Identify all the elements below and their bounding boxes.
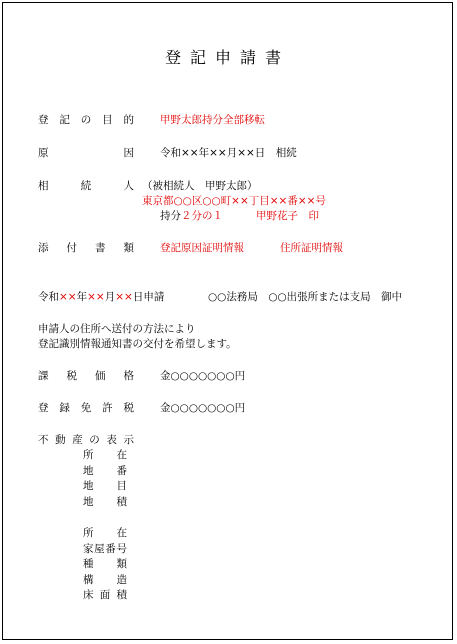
label-char: 課 (38, 370, 49, 382)
label-char: 屋 (94, 542, 105, 555)
label-char: 動 (55, 434, 66, 446)
attachment-item-2: 住所証明情報 (280, 242, 343, 254)
date-day-unit: 日申請 (132, 291, 165, 303)
land-item-2 (83, 479, 127, 495)
label-char: 税 (123, 402, 134, 414)
heir-label (38, 179, 134, 193)
label-char: 人 (123, 180, 134, 192)
label-char: 積 (116, 495, 127, 508)
building-list (83, 526, 127, 604)
label-char: の (89, 434, 100, 446)
application-date (38, 290, 164, 304)
tax-value-label (38, 369, 134, 383)
land-item-0 (83, 448, 127, 464)
land-row (83, 448, 127, 464)
label-char: 造 (116, 573, 127, 586)
label-char: 的 (123, 114, 134, 126)
building-item-4 (83, 588, 127, 604)
label-char: 付 (66, 242, 77, 254)
heir-share-value: ２分の１ (181, 210, 223, 222)
heir-share (160, 209, 223, 223)
label-char: 価 (95, 370, 106, 382)
label-char: 在 (116, 527, 127, 539)
date-day-placeholder: ×× (115, 291, 133, 303)
building-item-2 (83, 557, 127, 573)
label-char: 種 (83, 558, 94, 570)
land-row (83, 495, 127, 511)
property-label-text (38, 433, 134, 447)
heir-name: 甲野花子 印 (256, 210, 319, 222)
label-char: 産 (72, 434, 83, 446)
label-char: 構 (83, 573, 94, 586)
label-char: 相 (38, 180, 49, 192)
label-char: 添 (38, 242, 49, 254)
building-row (83, 573, 127, 589)
tax-value: 金○○○○○○○円 (160, 370, 246, 382)
cause-label-a: 原 (38, 147, 49, 159)
cause-label-b: 因 (123, 147, 134, 159)
label-char: 書 (95, 242, 106, 254)
building-item-3 (83, 573, 127, 589)
label-char: 不 (38, 434, 49, 446)
date-month-placeholder: ×× (87, 291, 105, 303)
label-char: 録 (59, 402, 70, 414)
label-char: 目 (102, 114, 113, 126)
label-char: 類 (123, 242, 134, 254)
label-char: の (80, 114, 92, 126)
license-tax-label (38, 401, 134, 415)
label-char: 登 (38, 114, 49, 126)
label-char: 免 (80, 402, 92, 414)
heir-row (38, 179, 134, 193)
building-row (83, 588, 127, 604)
document-title: 登記申請書 (164, 48, 290, 67)
cause-label (38, 146, 134, 160)
notice-line-2: 登記識別情報通知書の交付を希望します。 (38, 338, 237, 350)
label-char: 地 (83, 495, 94, 508)
label-char: 表 (106, 434, 117, 446)
label-char: 面 (99, 589, 111, 601)
building-row (83, 557, 127, 573)
label-char: 家 (83, 542, 94, 555)
label-char: 番 (105, 542, 116, 555)
label-char: 記 (59, 114, 70, 126)
heir-share-prefix: 持分 (160, 210, 181, 222)
attachments-row (38, 241, 134, 255)
label-char: 税 (66, 370, 77, 382)
heir-address: 東京都○○区○○町××丁目××番××号 (142, 195, 326, 207)
label-char: 床 (83, 589, 94, 601)
heir-deceased: （被相続人 甲野太郎） (142, 180, 258, 192)
label-char: 積 (116, 589, 127, 601)
label-char: 続 (80, 180, 92, 192)
label-char: 類 (116, 558, 127, 570)
license-tax-row (38, 401, 134, 415)
label-char: 登 (38, 402, 49, 414)
label-char: 地 (83, 464, 94, 477)
tax-value-row (38, 369, 134, 383)
attachments-label (38, 241, 134, 255)
label-char: 在 (116, 449, 127, 461)
label-char: 目 (116, 480, 127, 492)
date-era: 令和 (38, 291, 59, 303)
label-char: 所 (83, 527, 94, 539)
application-office: ○○法務局 ○○出張所または支局 御中 (208, 291, 403, 303)
building-row (83, 526, 127, 542)
land-item-1 (83, 464, 127, 480)
date-year-placeholder: ×× (59, 291, 77, 303)
label-char: 格 (123, 370, 134, 382)
purpose-row (38, 113, 134, 127)
notice-line-1: 申請人の住所へ送付の方法により (38, 323, 196, 335)
building-item-1 (83, 542, 127, 558)
land-list (83, 448, 127, 510)
property-label (38, 433, 134, 447)
document-page (2, 2, 453, 640)
purpose-label (38, 113, 134, 127)
date-year-unit: 年 (76, 291, 88, 303)
date-month-unit: 月 (104, 291, 116, 303)
land-row (83, 464, 127, 480)
label-char: 所 (83, 449, 94, 461)
building-row (83, 542, 127, 558)
label-char: 号 (116, 542, 127, 555)
attachment-item-1: 登記原因証明情報 (160, 242, 244, 254)
label-char: 番 (116, 464, 127, 477)
label-char: 示 (123, 434, 134, 446)
license-tax-value: 金○○○○○○○円 (160, 402, 246, 414)
building-item-0 (83, 526, 127, 542)
land-row (83, 479, 127, 495)
land-item-3 (83, 495, 127, 511)
label-char: 許 (102, 402, 113, 414)
label-char: 地 (83, 480, 94, 492)
purpose-value: 甲野太郎持分全部移転 (160, 114, 265, 126)
cause-value: 令和××年××月××日 相続 (160, 147, 297, 159)
